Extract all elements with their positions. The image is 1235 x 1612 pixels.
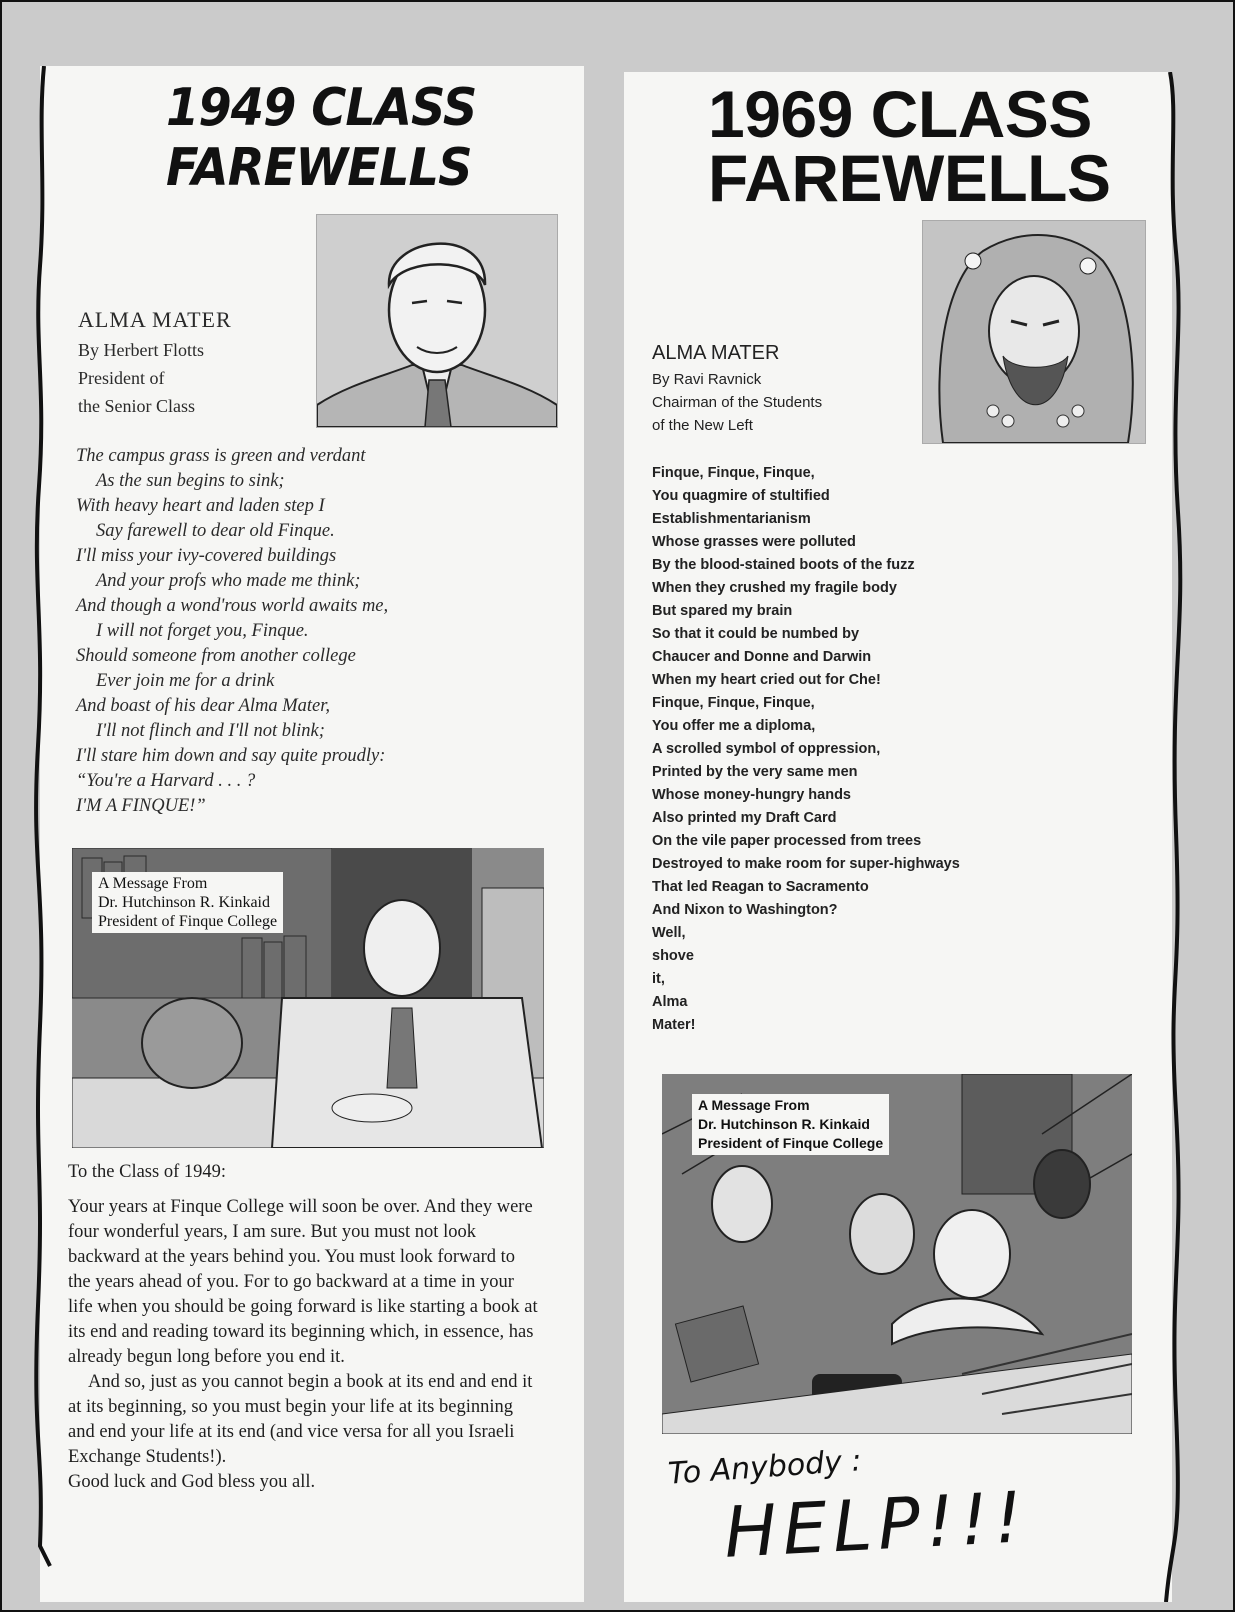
poem-line: Whose grasses were polluted — [652, 534, 856, 550]
poem-line: I will not forget you, Finque. — [96, 621, 309, 641]
caption-line: A Message From — [698, 1097, 810, 1113]
poem-line: Whose money-hungry hands — [652, 787, 851, 803]
torn-edge-left — [32, 66, 52, 1602]
poem-author-role: of the New Left — [652, 417, 753, 434]
letter-paragraph: And so, just as you cannot begin a book at its end and end it at its beginning, so you must begin your life at its beginning and end your life at its end (and vice versa for all you Israeli Exchange Students!). — [68, 1372, 533, 1467]
ransacked-office-illustration — [662, 1074, 1132, 1434]
poem-line: Finque, Finque, Finque, — [652, 695, 815, 711]
poem-line: And boast of his dear Alma Mater, — [76, 696, 331, 716]
poem-line: Should someone from another college — [76, 646, 356, 666]
poem-author-role: the Senior Class — [78, 396, 195, 416]
poem-line: Also printed my Draft Card — [652, 810, 837, 826]
poem-byline-1949 — [78, 304, 298, 420]
poem-line: As the sun begins to sink; — [96, 471, 285, 491]
illustration-caption-1949 — [92, 872, 283, 933]
poem-author-role: Chairman of the Students — [652, 394, 823, 411]
poem-line: I'M A FINQUE!” — [76, 796, 206, 816]
caption-line: Dr. Hutchinson R. Kinkaid — [698, 1116, 870, 1132]
poem-1949 — [76, 444, 546, 819]
poem-line: “You're a Harvard . . . ? — [76, 771, 256, 791]
poem-line: Destroyed to make room for super-highways — [652, 856, 960, 872]
headline-line-1: 1949 CLASS — [166, 78, 477, 138]
poem-line: And your profs who made me think; — [96, 571, 361, 591]
poem-line: Mater! — [652, 1017, 696, 1033]
poem-line: Establishmentarianism — [652, 511, 811, 527]
poem-line: On the vile paper processed from trees — [652, 833, 922, 849]
headline-1949 — [166, 78, 479, 198]
headline-line-2: FAREWELLS — [708, 141, 1111, 215]
hippie-portrait-icon — [923, 221, 1145, 443]
poem-author: By Herbert Flotts — [78, 340, 204, 360]
letter-salutation: To the Class of 1949: — [68, 1162, 226, 1182]
page-1949 — [40, 66, 584, 1602]
poem-title: ALMA MATER — [652, 342, 780, 364]
headline-1969 — [708, 77, 1148, 215]
poem-line: That led Reagan to Sacramento — [652, 879, 869, 895]
poem-line: Finque, Finque, Finque, — [652, 465, 815, 481]
poem-line: And though a wond'rous world awaits me, — [76, 596, 389, 616]
poem-line: The campus grass is green and verdant — [76, 446, 366, 466]
poem-author-role: President of — [78, 368, 165, 388]
poem-1969 — [652, 462, 992, 1037]
poem-title: ALMA MATER — [78, 307, 232, 332]
caption-line: Dr. Hutchinson R. Kinkaid — [98, 894, 270, 911]
poem-line: But spared my brain — [652, 603, 793, 619]
poem-line: Chaucer and Donne and Darwin — [652, 649, 872, 665]
caption-line: President of Finque College — [698, 1135, 884, 1151]
poem-line: I'll stare him down and say quite proudly: — [76, 746, 386, 766]
poem-author: By Ravi Ravnick — [652, 371, 762, 388]
caption-line: President of Finque College — [98, 913, 278, 930]
poem-line: Alma — [652, 994, 688, 1010]
letter-paragraph: Your years at Finque College will soon be over. And they were four wonderful years, I am sure. But you must not look backward at the years behind you. You must look forward to the years ahead of you. For to go backward at a time in your life when you should be going forward is like starting a book at its end and reading toward its beginning which, in essence, has already begun long before you end it. — [68, 1197, 538, 1367]
poem-line: When my heart cried out for Che! — [652, 672, 881, 688]
poem-line: Ever join me for a drink — [96, 671, 275, 691]
poem-line: Say farewell to dear old Finque. — [96, 521, 335, 541]
poem-line: shove — [652, 948, 694, 964]
poem-line: I'll not flinch and I'll not blink; — [96, 721, 325, 741]
handwritten-help-message: HELP!!! — [722, 1476, 1031, 1574]
poem-line: And Nixon to Washington? — [652, 902, 838, 918]
man-portrait-icon — [317, 215, 557, 427]
poem-line: You quagmire of stultified — [652, 488, 830, 504]
handwritten-salutation: To Anybody : — [667, 1443, 863, 1492]
poem-byline-1969 — [652, 338, 892, 437]
headline-line-2: FAREWELLS — [166, 138, 472, 198]
torn-edge-right — [1164, 72, 1184, 1602]
poem-line: Printed by the very same men — [652, 764, 858, 780]
poem-line: I'll miss your ivy-covered buildings — [76, 546, 337, 566]
poem-line: With heavy heart and laden step I — [76, 496, 325, 516]
poem-line: You offer me a diploma, — [652, 718, 816, 734]
headline-line-1: 1969 CLASS — [708, 77, 1092, 151]
poem-line: Well, — [652, 925, 686, 941]
poem-line: So that it could be numbed by — [652, 626, 860, 642]
poem-line: When they crushed my fragile body — [652, 580, 897, 596]
president-letter-1949 — [68, 1160, 538, 1495]
herbert-flotts-portrait — [316, 214, 558, 428]
illustration-caption-1969 — [692, 1094, 889, 1155]
president-office-illustration — [72, 848, 544, 1148]
letter-closing: Good luck and God bless you all. — [68, 1472, 316, 1492]
poem-line: it, — [652, 971, 665, 987]
poem-line: By the blood-stained boots of the fuzz — [652, 557, 915, 573]
ravi-ravnick-portrait — [922, 220, 1146, 444]
page-1969 — [624, 72, 1172, 1602]
caption-line: A Message From — [98, 875, 208, 892]
poem-line: A scrolled symbol of oppression, — [652, 741, 881, 757]
